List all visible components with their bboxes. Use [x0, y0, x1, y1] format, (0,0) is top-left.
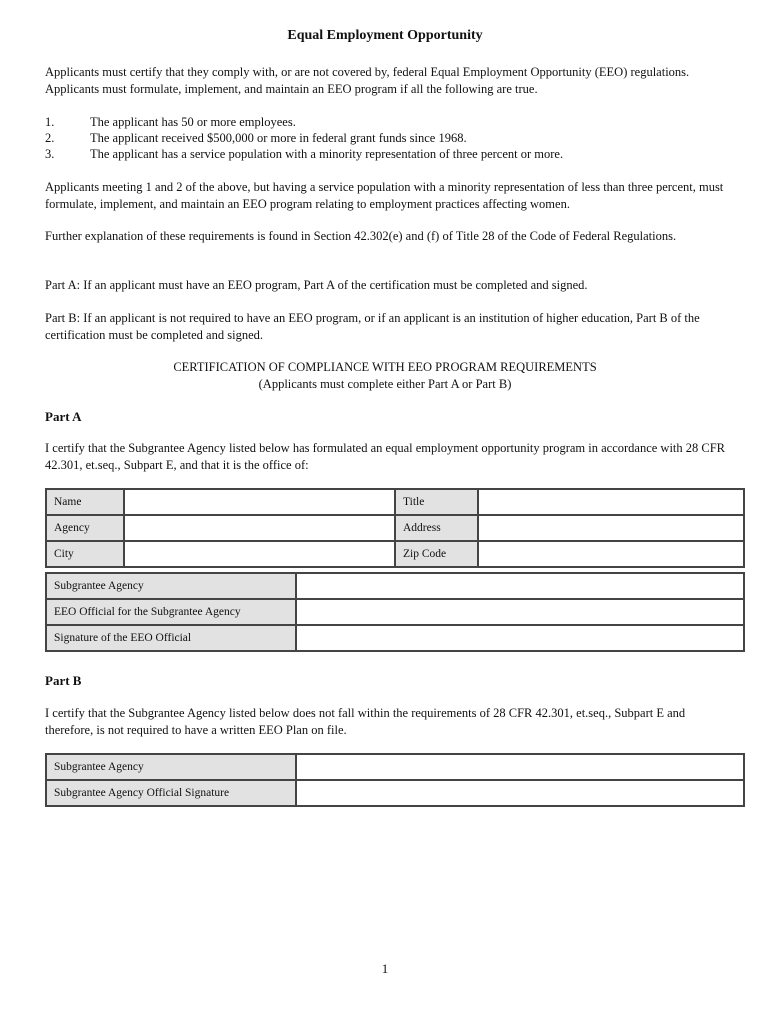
part-a-official-table — [45, 572, 745, 652]
agency-field[interactable] — [124, 515, 395, 541]
address-label: Address — [395, 515, 478, 541]
condition-item — [45, 146, 563, 162]
title-field[interactable] — [478, 489, 744, 515]
subgrantee-agency-label: Subgrantee Agency — [46, 573, 296, 599]
women-paragraph: Applicants meeting 1 and 2 of the above, but having a service population with a minority representation of less than three percent, must formulate, implement, and maintain an EEO program relating to employment practices affecting women. — [45, 180, 724, 211]
page-number: 1 — [381, 961, 389, 976]
condition-number: 3. — [45, 147, 55, 161]
eeo-signature-label: Signature of the EEO Official — [46, 625, 296, 651]
part-b-statement: I certify that the Subgrantee Agency listed below does not fall within the requirements of 28 CFR 42.301, et.seq., Subpart E and therefore, is not required to have a written EEO Plan on file. — [45, 706, 686, 737]
name-label: Name — [46, 489, 124, 515]
zip-code-label: Zip Code — [395, 541, 478, 567]
table-row — [46, 599, 744, 625]
subgrantee-agency-field[interactable] — [296, 573, 744, 599]
condition-text: The applicant received $500,000 or more in federal grant funds since 1968. — [90, 131, 467, 145]
table-row — [46, 541, 744, 567]
eeo-signature-field[interactable] — [296, 625, 744, 651]
further-paragraph: Further explanation of these requirements is found in Section 42.302(e) and (f) of Title 28 of the Code of Federal Regulations. — [45, 229, 677, 243]
part-b-heading: Part B — [45, 673, 82, 688]
eeo-official-field[interactable] — [296, 599, 744, 625]
part-a-heading: Part A — [45, 409, 82, 424]
official-signature-label: Subgrantee Agency Official Signature — [46, 780, 296, 806]
certification-subheading: (Applicants must complete either Part A or Part B) — [258, 377, 512, 391]
table-row — [46, 573, 744, 599]
zip-code-field[interactable] — [478, 541, 744, 567]
condition-text: The applicant has 50 or more employees. — [90, 115, 296, 129]
condition-number: 1. — [45, 115, 55, 129]
title-label: Title — [395, 489, 478, 515]
intro-paragraph: Applicants must certify that they comply with, or are not covered by, federal Equal Employment Opportunity (EEO) regulations. Applicants must formulate, implement, and maintain an EEO program if all the following are true. — [45, 65, 690, 96]
condition-number: 2. — [45, 131, 55, 145]
table-row — [46, 780, 744, 806]
name-field[interactable] — [124, 489, 395, 515]
certification-heading: CERTIFICATION OF COMPLIANCE WITH EEO PROGRAM REQUIREMENTS — [173, 360, 597, 374]
table-row — [46, 754, 744, 780]
condition-item — [45, 130, 467, 146]
part-b-table — [45, 753, 745, 807]
eeo-official-label: EEO Official for the Subgrantee Agency — [46, 599, 296, 625]
condition-text: The applicant has a service population with a minority representation of three percent or more. — [90, 147, 564, 161]
part-b-subgrantee-agency-field[interactable] — [296, 754, 744, 780]
official-signature-field[interactable] — [296, 780, 744, 806]
table-row — [46, 625, 744, 651]
part-b-instruction: Part B: If an applicant is not required to have an EEO program, or if an applicant is an institution of higher education, Part B of the certification must be completed and signed. — [45, 311, 700, 342]
page-title: Equal Employment Opportunity — [287, 28, 483, 43]
part-a-instruction: Part A: If an applicant must have an EEO program, Part A of the certification must be completed and signed. — [45, 278, 588, 292]
table-row — [46, 515, 744, 541]
part-b-subgrantee-agency-label: Subgrantee Agency — [46, 754, 296, 780]
city-field[interactable] — [124, 541, 395, 567]
part-a-contact-table — [45, 488, 745, 568]
part-a-statement: I certify that the Subgrantee Agency listed below has formulated an equal employment opportunity program in accordance with 28 CFR 42.301, et.seq., Subpart E, and that it is the office of: — [45, 441, 726, 472]
address-field[interactable] — [478, 515, 744, 541]
table-row — [46, 489, 744, 515]
condition-item — [45, 114, 296, 130]
city-label: City — [46, 541, 124, 567]
agency-label: Agency — [46, 515, 124, 541]
